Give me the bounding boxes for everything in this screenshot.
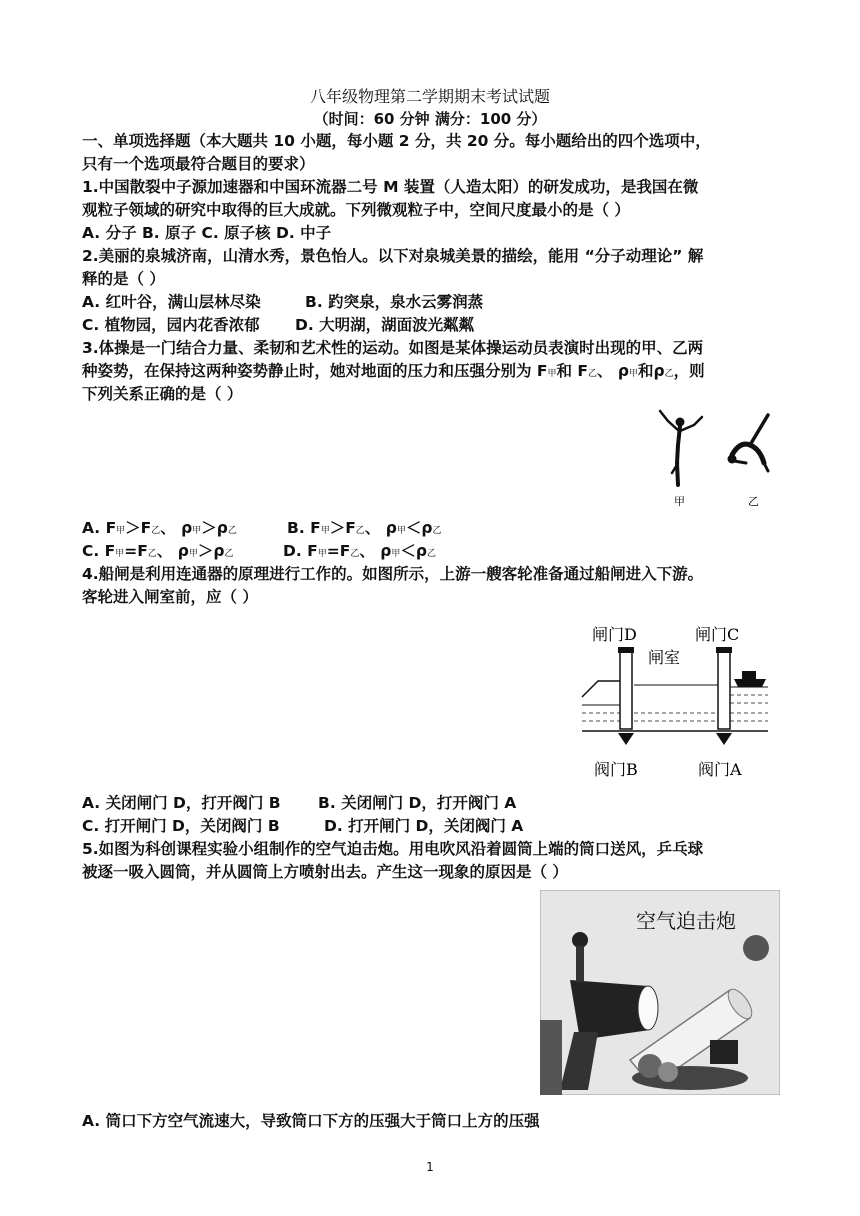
air-mortar-photo [540, 890, 780, 1095]
valve-b [618, 733, 634, 745]
q1-stem-line-2: 观粒子领域的研究中取得的巨大成就。下列微观粒子中，空间尺度最小的是（ ） [82, 201, 630, 219]
figure-label-jia: 甲 [674, 495, 685, 508]
q3-stem-line-2: 种姿势，在保持这两种姿势静止时，她对地面的压力和压强分别为 F甲和 F乙、 ρ甲和ρ乙，则 [82, 362, 705, 380]
gymnast-jia-silhouette [660, 411, 702, 485]
q3-stem-line-3: 下列关系正确的是（ ） [82, 385, 243, 403]
q4-option-c: C. 打开闸门 D，关闭阀门 B [82, 817, 280, 835]
q3-option-d: D. F甲=F乙、 ρ甲＜ρ乙 [283, 542, 436, 560]
q3-option-c: C. F甲=F乙、 ρ甲＞ρ乙 [82, 542, 234, 560]
q4-stem-line-1: 4.船闸是利用连通器的原理进行工作的。如图所示，上游一艘客轮准备通过船闸进入下游。 [82, 565, 704, 583]
q2-stem-line-2: 释的是（ ） [82, 270, 165, 288]
q4-option-b: B. 关闭闸门 D，打开阀门 A [318, 794, 517, 812]
q2-option-b: B. 趵突泉，泉水云雾润蒸 [305, 293, 484, 311]
q4-stem-line-2: 客轮进入闸室前，应（ ） [82, 588, 258, 606]
q3-stem-line-1: 3.体操是一门结合力量、柔韧和艺术性的运动。如图是某体操运动员表演时出现的甲、乙两 [82, 339, 704, 357]
q5-option-a: A. 筒口下方空气流速大，导致筒口下方的压强大于筒口上方的压强 [82, 1112, 540, 1130]
q4-option-d: D. 打开闸门 D，关闭阀门 A [324, 817, 524, 835]
q3-option-b: B. F甲＞F乙、 ρ甲＜ρ乙 [287, 519, 442, 537]
q5-stem-line-2: 被逐一吸入圆筒，并从圆筒上方喷射出去。产生这一现象的原因是（ ） [82, 863, 568, 881]
figure-label-yi: 乙 [748, 495, 759, 508]
q3-option-a: A. F甲＞F乙、 ρ甲＞ρ乙 [82, 519, 237, 537]
gymnast-yi-silhouette [728, 415, 768, 471]
gymnast-figure [650, 405, 780, 515]
q2-option-d: D. 大明湖，湖面波光粼粼 [295, 316, 475, 334]
q2-stem-line-1: 2.美丽的泉城济南，山清水秀，景色怡人。以下对泉城美景的描绘，能用 “分子动理论” 解 [82, 247, 704, 265]
ship-lock-figure [580, 615, 770, 785]
gate-d-label: 闸门D [592, 625, 637, 644]
valve-a-label: 阀门A [698, 760, 742, 779]
section-instruction-line-2: 只有一个选项最符合题目的要求） [82, 155, 315, 173]
page-subtitle: （时间：60 分钟 满分：100 分） [313, 110, 547, 128]
q1-options: A. 分子 B. 原子 C. 原子核 D. 中子 [82, 224, 332, 242]
q4-option-a: A. 关闭闸门 D，打开阀门 B [82, 794, 281, 812]
valve-a [716, 733, 732, 745]
q5-stem-line-1: 5.如图为科创课程实验小组制作的空气迫击炮。用电吹风沿着圆筒上端的筒口送风，乒乓球 [82, 840, 704, 858]
page-number: 1 [426, 1160, 434, 1174]
photo-caption: 空气迫击炮 [636, 909, 736, 933]
section-instruction-line-1: 一、单项选择题（本大题共 10 小题，每小题 2 分，共 20 分。每小题给出的四个选项中， [82, 132, 711, 150]
q2-option-c: C. 植物园，园内花香浓郁 [82, 316, 260, 334]
q2-option-a: A. 红叶谷，满山层林尽染 [82, 293, 261, 311]
valve-b-label: 阀门B [594, 760, 638, 779]
chamber-label: 闸室 [648, 648, 681, 667]
gate-c [718, 651, 730, 729]
gate-c-label: 闸门C [695, 625, 740, 644]
ship [734, 679, 766, 687]
gate-d [620, 651, 632, 729]
q1-stem-line-1: 1.中国散裂中子源加速器和中国环流器二号 M 装置（人造太阳）的研发成功，是我国在微 [82, 178, 699, 196]
page-title: 八年级物理第二学期期末考试试题 [309, 87, 550, 106]
